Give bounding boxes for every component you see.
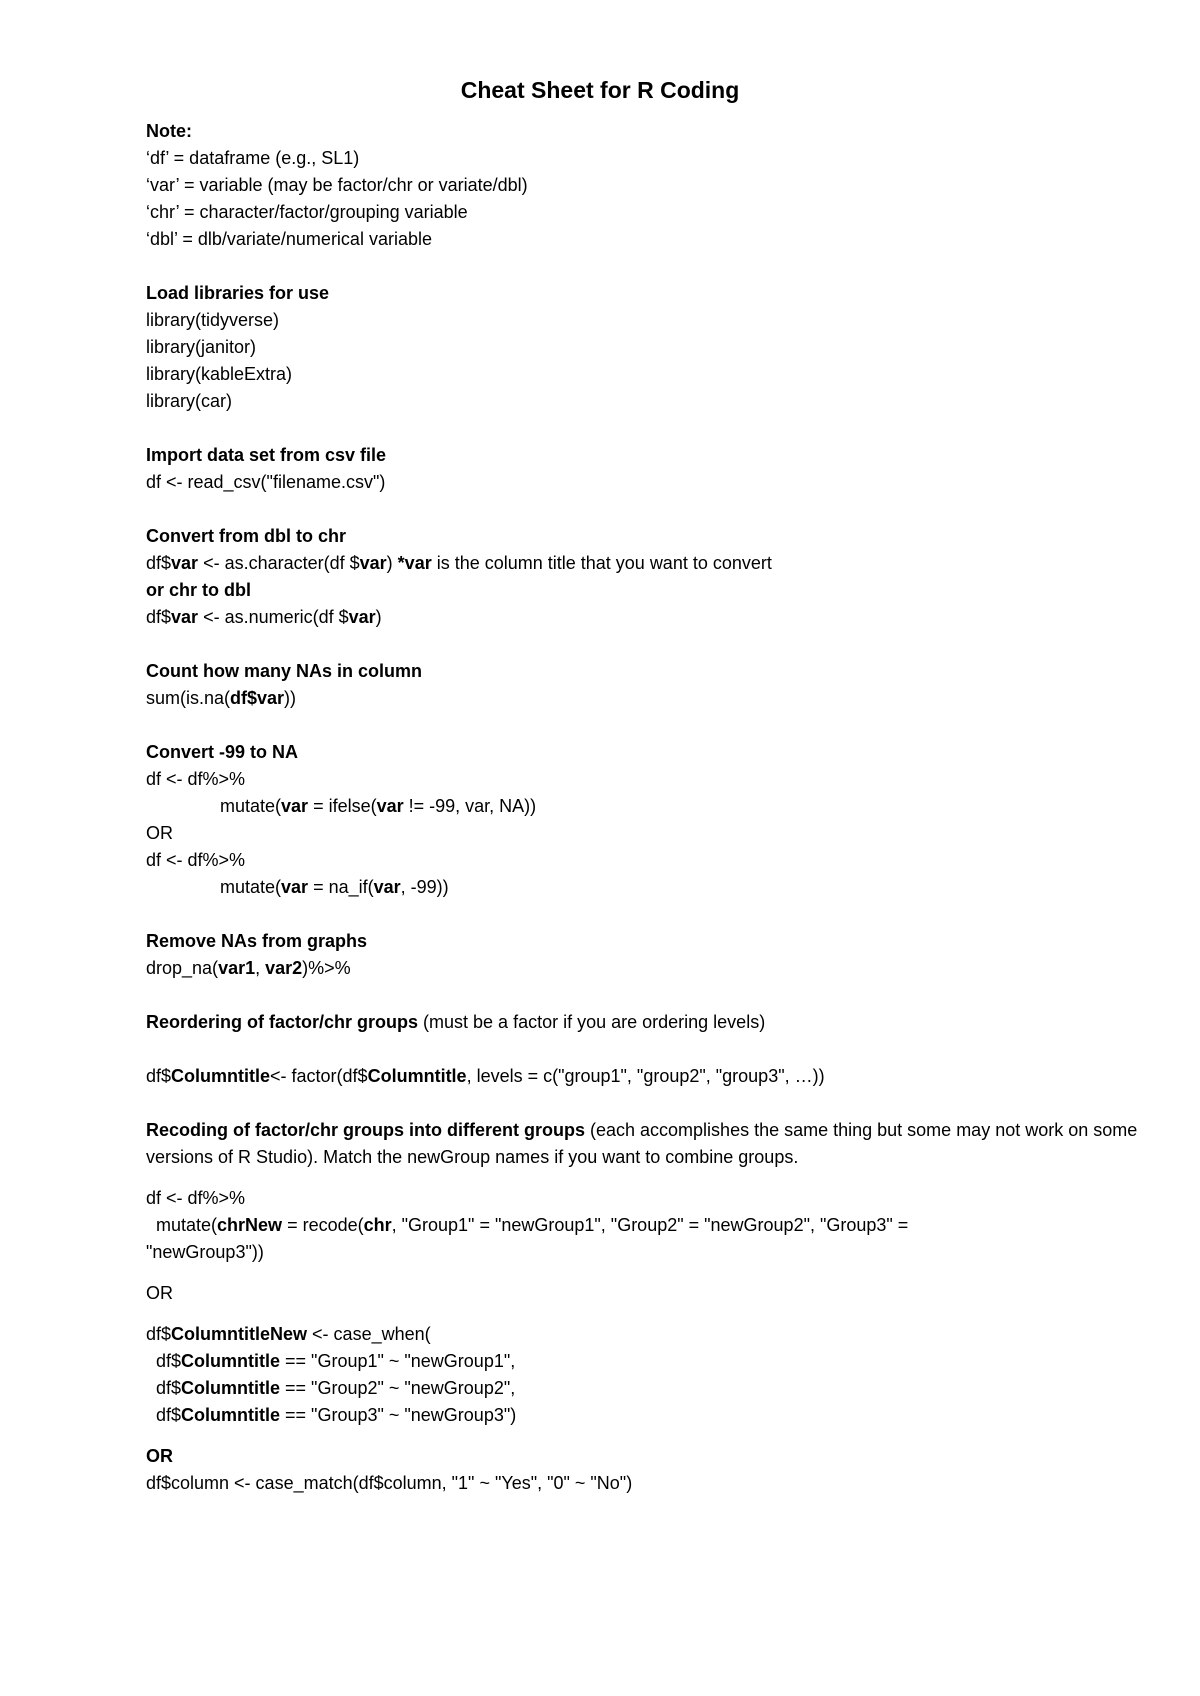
code-line: df$var <- as.character(df $var) *var is the column title that you want to convert [146,553,772,573]
code-line: library(kableExtra) [146,364,293,384]
note-line: ‘chr’ = character/factor/grouping variable [146,202,468,222]
note-heading: Note: [146,121,192,141]
code-line: library(car) [146,391,233,411]
import-heading: Import data set from csv file [146,445,387,465]
code-line: "newGroup3")) [146,1242,264,1262]
code-line: df$ColumntitleNew <- case_when( [146,1324,431,1344]
load-heading: Load libraries for use [146,283,330,303]
code-line: mutate(var = ifelse(var != -99, var, NA)) [220,796,537,816]
code-line: df <- df%>% [146,850,246,870]
convert-subheading: or chr to dbl [146,580,251,600]
reorder-heading: Reordering of factor/chr groups (must be a factor if you are ordering levels) [146,1012,766,1032]
code-line: sum(is.na(df$var)) [146,688,297,708]
note-line: ‘df’ = dataframe (e.g., SL1) [146,148,360,168]
convert-heading: Convert from dbl to chr [146,526,347,546]
document-body [146,118,1146,1497]
code-line: df$var <- as.numeric(df $var) [146,607,382,627]
note-line: ‘dbl’ = dlb/variate/numerical variable [146,229,432,249]
code-line: df$Columntitle == "Group2" ~ "newGroup2", [156,1378,516,1398]
code-line: df <- df%>% [146,1188,246,1208]
code-line: library(tidyverse) [146,310,280,330]
code-line: mutate(chrNew = recode(chr, "Group1" = "newGroup1", "Group2" = "newGroup2", "Group3" = [156,1215,909,1235]
code-line: drop_na(var1, var2)%>% [146,958,351,978]
or-label: OR [146,1446,173,1466]
code-line: df <- read_csv("filename.csv") [146,472,386,492]
code-line: df$Columntitle<- factor(df$Columntitle, levels = c("group1", "group2", "group3", …)) [146,1066,825,1086]
code-line: mutate(var = na_if(var, -99)) [220,877,449,897]
convert99-heading: Convert -99 to NA [146,742,299,762]
remove-heading: Remove NAs from graphs [146,931,368,951]
code-line: df$column <- case_match(df$column, "1" ~ "Yes", "0" ~ "No") [146,1473,633,1493]
recode-heading: Recoding of factor/chr groups into different groups (each accomplishes the same thing but some may not work on some versions of R Studio). Match the newGroup names if you want to combine groups. [146,1120,1138,1167]
page-title: Cheat Sheet for R Coding [460,77,740,103]
code-line: df$Columntitle == "Group1" ~ "newGroup1", [156,1351,516,1371]
code-line: library(janitor) [146,337,257,357]
count-heading: Count how many NAs in column [146,661,423,681]
or-label: OR [146,1283,173,1303]
note-line: ‘var’ = variable (may be factor/chr or variate/dbl) [146,175,528,195]
or-label: OR [146,823,173,843]
code-line: df$Columntitle == "Group3" ~ "newGroup3") [156,1405,517,1425]
code-line: df <- df%>% [146,769,246,789]
